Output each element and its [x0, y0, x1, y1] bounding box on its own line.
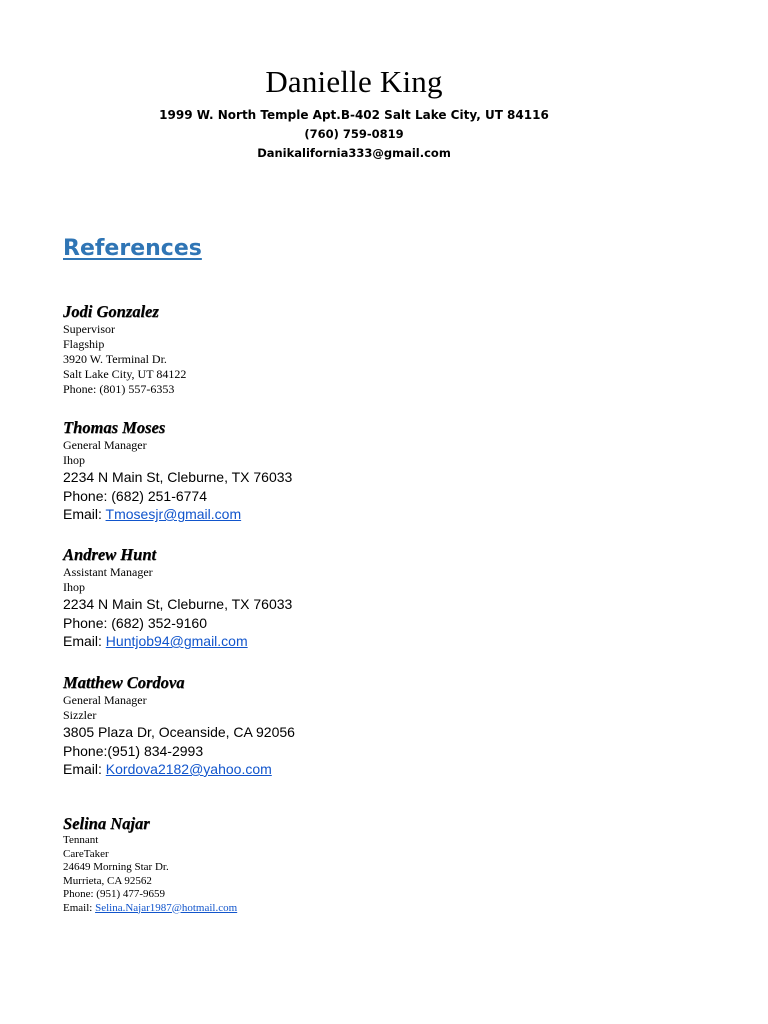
reference-title: General Manager [63, 438, 147, 452]
email-label: Email: [63, 901, 96, 914]
reference-street: 3920 W. Terminal Dr. [63, 352, 167, 366]
reference-email-row [63, 505, 292, 524]
reference-jodi-gonzalez [63, 302, 186, 397]
reference-address: 3805 Plaza Dr, Oceanside, CA 92056 [63, 724, 295, 740]
reference-phone: Phone: (801) 557-6353 [63, 382, 175, 396]
reference-title: General Manager [63, 693, 147, 707]
email-label: Email: [63, 761, 106, 777]
reference-email-link[interactable]: Huntjob94@gmail.com [105, 633, 248, 649]
email-label: Email: [63, 506, 106, 522]
reference-matthew-cordova [63, 673, 295, 779]
reference-email-link[interactable]: Kordova2182@yahoo.com [105, 761, 272, 777]
reference-phone: Phone:(951) 834-2993 [63, 742, 204, 759]
reference-street: 24649 Morning Star Dr. [63, 861, 169, 873]
reference-title: Supervisor [63, 322, 115, 336]
reference-address: 2234 N Main St, Cleburne, TX 76033 [63, 596, 293, 612]
reference-title: Assistant Manager [63, 565, 153, 579]
reference-email-link[interactable]: Selina.Najar1987@hotmail.com [95, 901, 238, 914]
reference-name: Jodi Gonzalez [63, 302, 159, 321]
reference-address: 2234 N Main St, Cleburne, TX 76033 [63, 469, 293, 485]
reference-city: Salt Lake City, UT 84122 [63, 367, 187, 381]
reference-email-link[interactable]: Tmosesjr@gmail.com [105, 506, 242, 522]
reference-city: Murrieta, CA 92562 [63, 874, 152, 887]
reference-selina-najar [63, 814, 237, 915]
reference-phone: Phone: (682) 251-6774 [63, 487, 207, 504]
email-label: Email: [63, 633, 106, 649]
reference-email-row [63, 632, 292, 651]
references-heading: References [63, 236, 202, 261]
reference-company: Ihop [63, 453, 85, 467]
reference-name: Selina Najar [63, 814, 150, 833]
reference-email-row [63, 902, 237, 916]
reference-name: Andrew Hunt [63, 545, 157, 564]
candidate-phone: (760) 759-0819 [304, 127, 404, 141]
reference-thomas-moses [63, 418, 292, 524]
reference-relation: Tennant [63, 834, 99, 846]
candidate-address: 1999 W. North Temple Apt.B-402 Salt Lake City, UT 84116 [159, 108, 549, 122]
candidate-email: Danikalifornia333@gmail.com [257, 146, 451, 160]
reference-andrew-hunt [63, 545, 292, 651]
reference-name: Matthew Cordova [63, 673, 185, 692]
reference-company: Flagship [63, 337, 105, 351]
reference-phone: Phone: (951) 477-9659 [63, 888, 166, 900]
reference-phone: Phone: (682) 352-9160 [63, 614, 207, 631]
reference-company: Sizzler [63, 708, 97, 722]
reference-name: Thomas Moses [63, 418, 166, 437]
reference-email-row [63, 760, 295, 779]
reference-company: Ihop [63, 580, 85, 594]
candidate-name: Danielle King [265, 64, 443, 99]
reference-title: CareTaker [63, 847, 109, 860]
